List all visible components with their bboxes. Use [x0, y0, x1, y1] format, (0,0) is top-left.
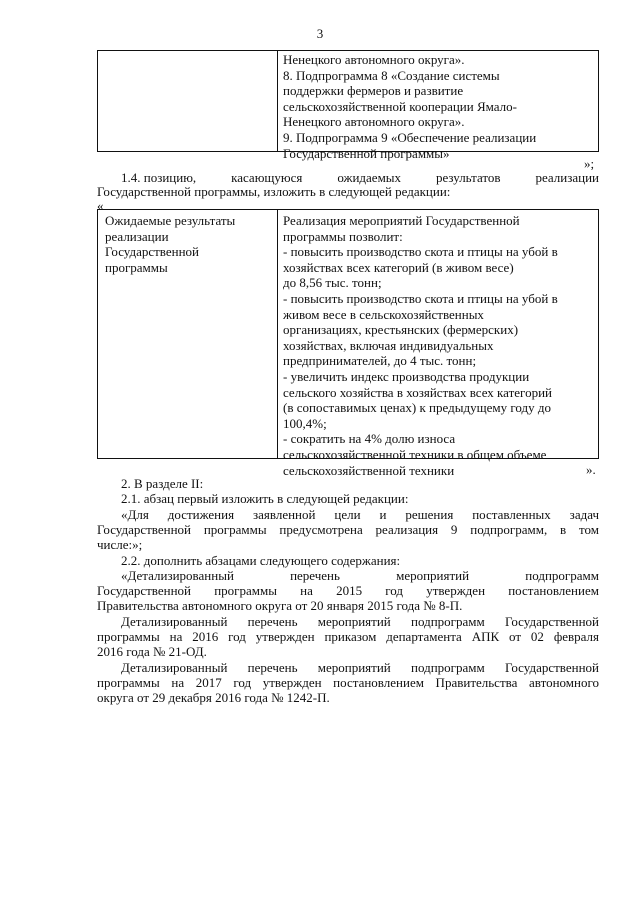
word: перечень — [290, 568, 340, 583]
p1-line2 — [97, 583, 599, 599]
table-line: 8. Подпрограмма 8 «Создание системы — [283, 67, 500, 83]
table-line: (в сопоставимых ценах) к предыдущему году до — [283, 400, 551, 416]
text-line: Детализированный перечень мероприятий подпрограмм Государственной — [121, 614, 599, 629]
word: касающуюся — [231, 170, 303, 185]
word: Государственной — [97, 583, 192, 598]
word: год — [385, 583, 403, 598]
word: 2015 — [336, 583, 363, 598]
quote-paragraph-line2 — [97, 522, 599, 538]
table-cell-label — [105, 213, 273, 275]
word: подпрограмм — [525, 568, 599, 583]
word: «Детализированный — [121, 568, 234, 583]
subprograms-table-continuation — [97, 50, 599, 161]
table-line: хозяйствах, включая индивидуальных — [283, 337, 494, 353]
word: результатов — [435, 170, 501, 185]
table-column-divider — [277, 210, 278, 458]
word: постановлением — [508, 583, 599, 598]
word: программы — [214, 583, 277, 598]
text-line: «Для достижения заявленной цели и решения поставленных задач — [121, 507, 599, 522]
section-2-heading: 2. В разделе II: — [121, 476, 204, 491]
p2-line2 — [97, 629, 599, 645]
p1-line1 — [121, 568, 599, 584]
p3-line1 — [121, 660, 599, 676]
word: реализации — [535, 170, 599, 185]
table-line: предпринимателей, до 4 тыс. тонн; — [283, 353, 477, 369]
table-line: программы позволит: — [283, 228, 403, 244]
table-line: Ожидаемые результаты — [105, 213, 236, 228]
closing-quote: »; — [584, 156, 595, 171]
text-line: программы на 2017 год утвержден постановлением Правительства автономного — [97, 675, 599, 690]
table-line: 100,4%; — [283, 415, 327, 431]
table-line: программы — [105, 259, 168, 275]
opening-quote: « — [97, 198, 104, 213]
p3-line2 — [97, 675, 599, 691]
expected-results-table — [97, 209, 599, 478]
word: 1.4. позицию, — [121, 170, 197, 185]
p2-line3: 2016 года № 21-ОД. — [97, 644, 207, 659]
item-2-2: 2.2. дополнить абзацами следующего содержания: — [121, 553, 401, 568]
word: ожидаемых — [337, 170, 402, 185]
table-line: - увеличить индекс производства продукции — [283, 368, 530, 384]
word: мероприятий — [396, 568, 470, 583]
table-line: Ненецкого автономного округа». — [283, 52, 465, 67]
table-line: сельскохозяйственной кооперации Ямало- — [283, 98, 517, 114]
table-line: Государственной — [105, 244, 200, 260]
text-line: Государственной программы предусмотрена реализация 9 подпрограмм, в том — [97, 522, 599, 537]
table-line: организациях, крестьянских (фермерских) — [283, 322, 519, 338]
p2-line1 — [121, 614, 599, 630]
table-line: Реализация мероприятий Государственной — [283, 213, 520, 228]
p3-line3: округа от 29 декабря 2016 года № 1242-П. — [97, 690, 330, 705]
item-1-4-line2: Государственной программы, изложить в следующей редакции: — [97, 184, 451, 199]
table-line: сельского хозяйства в хозяйствах всех категорий — [283, 384, 552, 400]
table-line: 9. Подпрограмма 9 «Обеспечение реализации — [283, 129, 537, 145]
table-line: - повысить производство скота и птицы на убой в — [283, 290, 558, 306]
text-line: Детализированный перечень мероприятий подпрограмм Государственной — [121, 660, 599, 675]
quote-paragraph-line1 — [121, 507, 599, 523]
table-line: сельскохозяйственной техники — [283, 462, 455, 478]
table-line: реализации — [105, 228, 169, 244]
table-cell-results — [283, 213, 595, 478]
word: на — [300, 583, 313, 598]
table-line: живом весе в сельскохозяйственных — [283, 306, 484, 322]
table-line: сельскохозяйственной техники в общем объеме — [283, 446, 547, 462]
table-line: Государственной программы» — [283, 145, 450, 161]
closing-quote: ». — [586, 462, 596, 477]
item-2-1: 2.1. абзац первый изложить в следующей редакции: — [121, 491, 409, 506]
table-line: Ненецкого автономного округа». — [283, 114, 465, 130]
table-line: до 8,56 тыс. тонн; — [283, 275, 382, 291]
table-column-divider — [277, 51, 278, 151]
page-number: 3 — [316, 26, 324, 41]
table-cell-subprograms — [283, 52, 595, 161]
table-line: хозяйствах всех категорий (в живом весе) — [283, 259, 514, 275]
quote-paragraph-line3: числе:»; — [97, 537, 143, 552]
table-line: - повысить производство скота и птицы на убой в — [283, 244, 558, 260]
text-line: программы на 2016 год утвержден приказом департамента АПК от 02 февраля — [97, 629, 599, 644]
p1-line3: Правительства автономного округа от 20 января 2015 года № 8-П. — [97, 598, 463, 613]
table-line: - сократить на 4% долю износа — [283, 431, 456, 447]
word: утвержден — [426, 583, 486, 598]
table-line: поддержки фермеров и развитие — [283, 83, 464, 99]
